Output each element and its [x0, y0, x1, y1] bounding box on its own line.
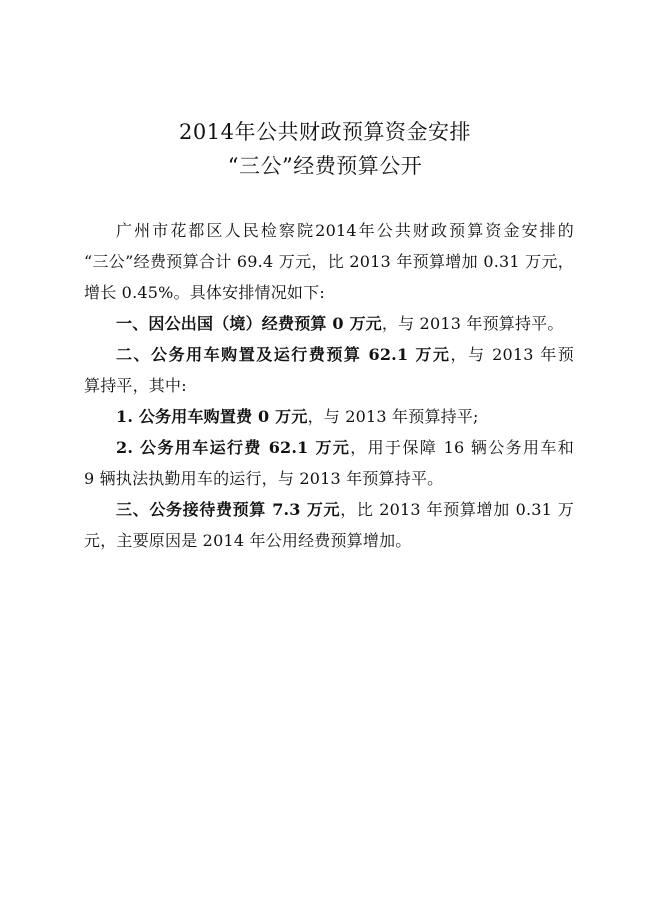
item-3-continuation: 元，主要原因是 2014 年公用经费预算增加。	[84, 531, 412, 550]
item-1-text: ，与 2013 年预算持平。	[381, 314, 564, 333]
intro-line-2: “三公”经费预算合计 69.4 万元，比 2013 年预算增加 0.31 万元，	[84, 252, 574, 271]
item-2-text: ，与 2013 年预	[450, 345, 574, 364]
document-title-line-1: 2014年公共财政预算资金安排	[179, 120, 471, 144]
item-2-paragraph	[84, 339, 574, 370]
sub-item-1-heading: 1. 公务用车购置费 0 万元	[116, 407, 308, 426]
sub-item-1-text: ，与 2013 年预算持平;	[307, 407, 479, 426]
item-1-paragraph	[84, 308, 574, 339]
sub-item-2-continuation: 9 辆执法执勤用车的运行，与 2013 年预算持平。	[84, 469, 444, 488]
intro-line-1: 广州市花都区人民检察院2014年公共财政预算资金安排的	[116, 221, 574, 240]
intro-line-3: 增长 0.45%。具体安排情况如下:	[84, 283, 325, 302]
item-1-heading: 一、因公出国（境）经费预算 0 万元	[116, 314, 382, 333]
item-3-paragraph	[84, 494, 574, 525]
item-2-continuation: 算持平，其中:	[84, 376, 187, 395]
document-title-line-2: “三公”经费预算公开	[227, 154, 423, 178]
sub-item-2-paragraph	[84, 432, 574, 463]
item-3-heading: 三、公务接待费预算 7.3 万元	[116, 500, 341, 519]
item-3-text: ，比 2013 年预算增加 0.31 万	[340, 500, 574, 519]
sub-item-2-heading: 2. 公务用车运行费 62.1 万元	[116, 438, 351, 457]
sub-item-2-text: ，用于保障 16 辆公务用车和	[350, 438, 574, 457]
item-2-heading: 二、公务用车购置及运行费预算 62.1 万元	[116, 345, 451, 364]
document-body	[84, 215, 574, 556]
sub-item-1-paragraph	[84, 401, 574, 432]
